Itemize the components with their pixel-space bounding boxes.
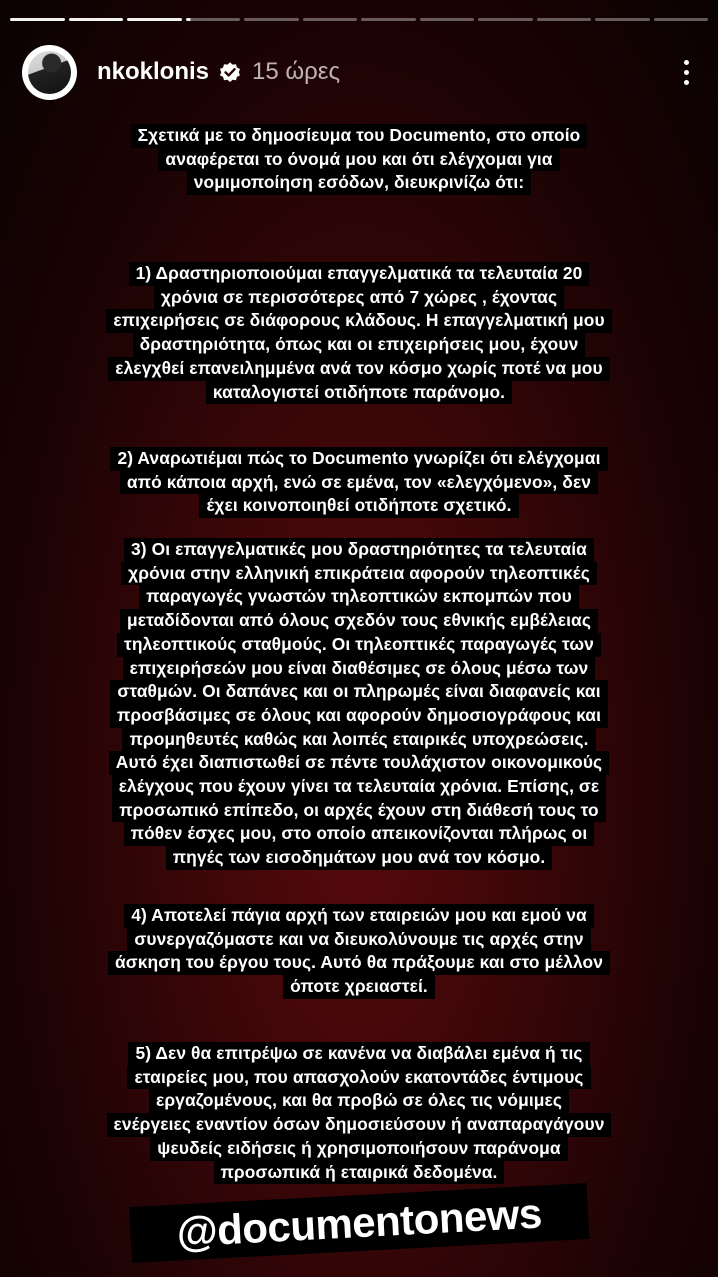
paragraph-3 <box>0 538 718 870</box>
text-line: Σχετικά με το δημοσίευμα του Documento, στο οποίο <box>131 124 588 148</box>
text-line: 3) Οι επαγγελματικές μου δραστηριότητες τα τελευταία <box>124 538 594 562</box>
text-line: ψευδείς ειδήσεις ή χρησιμοποιήσουν παράνομα <box>150 1137 567 1161</box>
text-line: παραγωγές γνωστών τηλεοπτικών εκπομπών που <box>139 585 579 609</box>
text-line: άσκηση του έργου τους. Αυτό θα πράξουμε και στο μέλλον <box>108 951 610 975</box>
progress-segment <box>244 18 299 21</box>
text-line: πόθεν έσχες μου, στο οποίο απεικονίζονται πλήρως οι <box>124 822 595 846</box>
text-line: τηλεοπτικούς σταθμούς. Οι τηλεοπτικές παραγωγές των <box>117 633 601 657</box>
text-line: προσωπικά ή εταιρικά δεδομένα. <box>214 1161 505 1185</box>
text-line: εργαζομένους, και θα προβώ σε όλες τις νόμιμες <box>149 1089 569 1113</box>
progress-segment <box>537 18 592 21</box>
text-line: χρόνια στην ελληνική επικράτεια αφορούν τηλεοπτικές <box>121 562 597 586</box>
progress-segment <box>420 18 475 21</box>
text-line: 4) Αποτελεί πάγια αρχή των εταιρειών μου και εμού να <box>124 904 594 928</box>
text-line: προσωπικό επίπεδο, οι αρχές έχουν στη διάθεσή τους το <box>112 799 606 823</box>
avatar[interactable] <box>22 45 77 100</box>
story-header <box>22 44 696 100</box>
more-options-icon[interactable] <box>676 52 696 92</box>
progress-segment <box>127 18 182 21</box>
post-time: 15 ώρες <box>252 58 341 85</box>
progress-segment <box>69 18 124 21</box>
text-line: συνεργαζόμαστε και να διευκολύνουμε τις αρχές στην <box>127 928 590 952</box>
text-line: αναφέρεται το όνομά μου και ότι ελέγχομαι για <box>158 148 559 172</box>
paragraph-5 <box>0 1042 718 1184</box>
text-line: από κάποια αρχή, ενώ σε εμένα, τον «ελεγχόμενο», δεν <box>120 471 598 495</box>
username[interactable]: nkoklonis <box>97 58 210 85</box>
text-line: έχει κοινοποιηθεί οτιδήποτε σχετικό. <box>199 494 518 518</box>
progress-segment <box>478 18 533 21</box>
progress-segment <box>186 18 241 21</box>
text-line: επιχειρήσεις σε διάφορους κλάδους. Η επαγγελματική μου <box>106 309 611 333</box>
text-line: σταθμών. Οι δαπάνες και οι πληρωμές είναι διαφανείς και <box>110 680 607 704</box>
text-line: ελεγχθεί επανειλημμένα ανά τον κόσμο χωρίς ποτέ να μου <box>108 357 610 381</box>
text-line: καταλογιστεί οτιδήποτε παράνομο. <box>206 381 512 405</box>
story-progress-bar <box>10 18 708 23</box>
progress-segment <box>654 18 709 21</box>
progress-segment <box>361 18 416 21</box>
text-line: πηγές των εισοδημάτων μου ανά τον κόσμο. <box>166 846 553 870</box>
paragraph-2 <box>0 447 718 518</box>
text-line: ελέγχους που έχουν γίνει τα τελευταία χρόνια. Επίσης, σε <box>112 775 607 799</box>
text-line: δραστηριότητα, όπως και οι επιχειρήσεις μου, έχουν <box>133 333 586 357</box>
mention-sticker[interactable] <box>129 1183 589 1263</box>
text-line: 2) Αναρωτιέμαι πώς το Documento γνωρίζει ότι ελέγχομαι <box>110 447 607 471</box>
text-line: προμηθευτές καθώς και λοιπές εταιρικές υποχρεώσεις. <box>122 728 595 752</box>
progress-segment <box>303 18 358 21</box>
verified-badge-icon <box>218 60 242 84</box>
text-line: 5) Δεν θα επιτρέψω σε κανένα να διαβάλει εμένα ή τις <box>128 1042 589 1066</box>
text-line: 1) Δραστηριοποιούμαι επαγγελματικά τα τελευταία 20 <box>129 262 590 286</box>
text-line: μεταδίδονται από όλους σχεδόν τους εθνικής εμβέλειας <box>120 609 598 633</box>
mention-text[interactable]: @documentonews <box>175 1189 543 1256</box>
text-line: εταιρείες μου, που απασχολούν εκατοντάδες έντιμους <box>127 1066 590 1090</box>
paragraph-1 <box>0 262 718 404</box>
text-line: χρόνια σε περισσότερες από 7 χώρες , έχοντας <box>154 286 564 310</box>
text-line: Αυτό έχει διαπιστωθεί σε πέντε τουλάχιστον οικονομικούς <box>109 751 609 775</box>
paragraph-intro <box>0 124 718 195</box>
paragraph-4 <box>0 904 718 999</box>
text-line: νομιμοποίηση εσόδων, διευκρινίζω ότι: <box>187 171 531 195</box>
text-line: όποτε χρειαστεί. <box>283 975 435 999</box>
text-line: προσβάσιμες σε όλους και αφορούν δημοσιογράφους και <box>110 704 608 728</box>
progress-segment <box>595 18 650 21</box>
progress-segment <box>10 18 65 21</box>
text-line: ενέργειες εναντίον όσων δημοσιεύσουν ή αναπαραγάγουν <box>107 1113 612 1137</box>
text-line: επιχειρήσεών μου είναι διαθέσιμες σε όλους μέσω των <box>123 657 596 681</box>
